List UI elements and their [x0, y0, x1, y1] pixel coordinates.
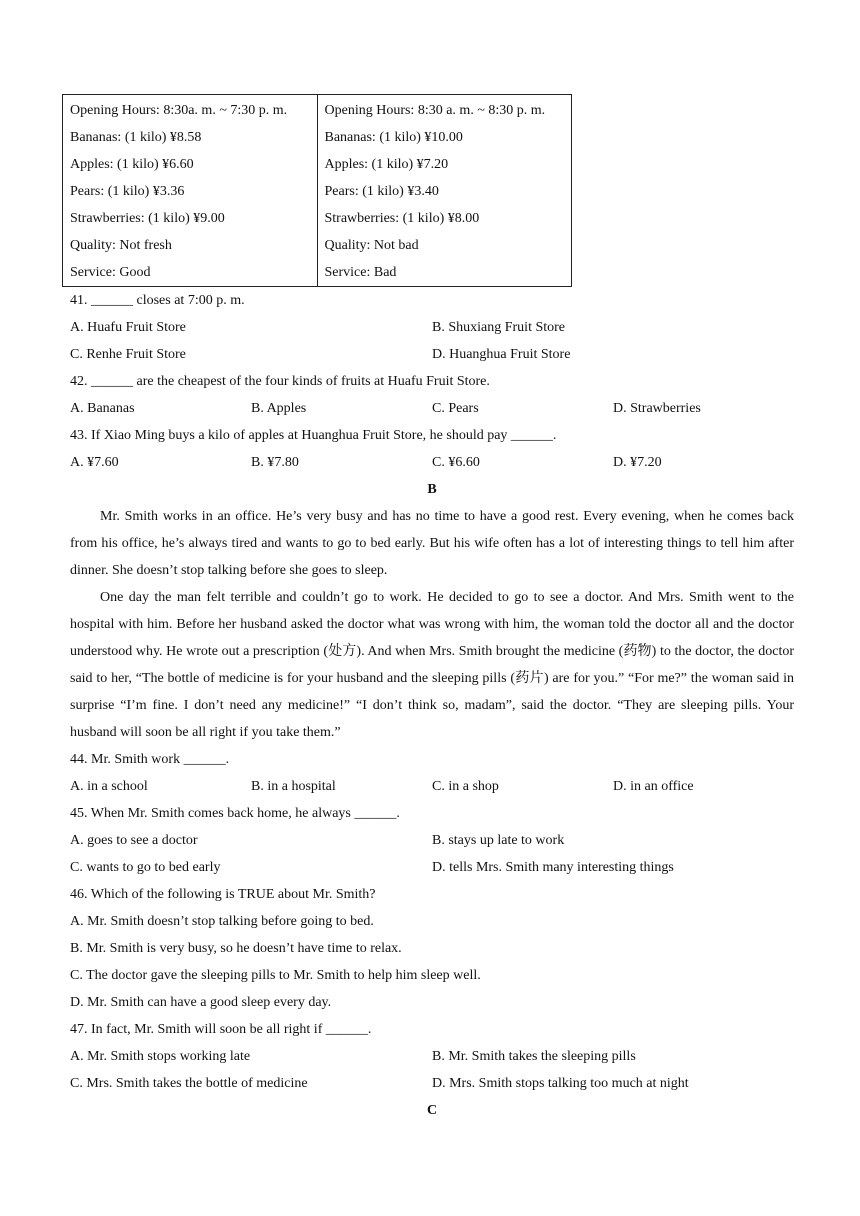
question-46-stem: 46. Which of the following is TRUE about Mr. Smith? [70, 887, 376, 902]
store-left-bananas: Bananas: (1 kilo) ¥8.58 [70, 130, 202, 145]
exam-page [70, 94, 794, 1124]
question-43-option-c: C. ¥6.60 [432, 455, 480, 470]
question-44-option-b: B. in a hospital [251, 779, 336, 794]
question-47-option-c: C. Mrs. Smith takes the bottle of medicine [70, 1076, 308, 1091]
question-44-options [70, 773, 794, 800]
question-42-option-d: D. Strawberries [613, 401, 701, 416]
passage-b-paragraph-2: One day the man felt terrible and couldn’t go to work. He decided to go to see a doctor. And Mrs. Smith went to the hospital with him. Before her husband asked the doctor what was wrong with him, the woman told the doctor all and the doctor understood why. He wrote out a prescription (处方). And when Mrs. Smith brought the medicine (药物) to the doctor, the doctor said to her, “The bottle of medicine is for your husband and the sleeping pills (药片) are for you.” “For me?” the woman said in surprise “I’m fine. I don’t need any medicine!” “I don’t think so, madam”, said the doctor. “They are sleeping pills. Your husband will soon be all right if you take them.” [70, 590, 794, 740]
store-right-pears: Pears: (1 kilo) ¥3.40 [324, 184, 439, 199]
question-41-stem: 41. ______ closes at 7:00 p. m. [70, 293, 245, 308]
question-45-option-b: B. stays up late to work [432, 833, 565, 848]
question-43-option-b: B. ¥7.80 [251, 455, 299, 470]
question-41-option-d: D. Huanghua Fruit Store [432, 347, 571, 362]
store-left-quality: Quality: Not fresh [70, 238, 172, 253]
question-47-stem: 47. In fact, Mr. Smith will soon be all right if ______. [70, 1022, 372, 1037]
question-45-options-row2 [70, 854, 794, 881]
question-43-option-a: A. ¥7.60 [70, 455, 119, 470]
question-41-option-b: B. Shuxiang Fruit Store [432, 320, 566, 335]
question-43-stem: 43. If Xiao Ming buys a kilo of apples at Huanghua Fruit Store, he should pay ______. [70, 428, 557, 443]
question-47-option-b: B. Mr. Smith takes the sleeping pills [432, 1049, 636, 1064]
question-42-option-b: B. Apples [251, 401, 307, 416]
store-right-strawberries: Strawberries: (1 kilo) ¥8.00 [324, 211, 480, 226]
question-41-option-a: A. Huafu Fruit Store [70, 320, 186, 335]
section-b-title: B [427, 482, 437, 497]
question-42-stem: 42. ______ are the cheapest of the four kinds of fruits at Huafu Fruit Store. [70, 374, 490, 389]
question-47-options-row2 [70, 1070, 794, 1097]
question-44-option-d: D. in an office [613, 779, 694, 794]
store-right-cell [317, 95, 572, 287]
store-right-apples: Apples: (1 kilo) ¥7.20 [324, 157, 449, 172]
question-42-option-a: A. Bananas [70, 401, 135, 416]
store-right-quality: Quality: Not bad [324, 238, 419, 253]
section-c-title: C [426, 1103, 438, 1118]
question-43-option-d: D. ¥7.20 [613, 455, 662, 470]
question-43-options [70, 449, 794, 476]
store-left-service: Service: Good [70, 265, 151, 280]
question-45-options-row1 [70, 827, 794, 854]
store-left-hours: Opening Hours: 8:30a. m. ~ 7:30 p. m. [70, 103, 288, 118]
question-44-option-c: C. in a shop [432, 779, 499, 794]
question-46-option-b: B. Mr. Smith is very busy, so he doesn’t have time to relax. [70, 941, 402, 956]
question-41-options-row1 [70, 314, 794, 341]
question-44-stem: 44. Mr. Smith work ______. [70, 752, 230, 767]
passage-b-paragraph-1: Mr. Smith works in an office. He’s very busy and has no time to have a good rest. Every evening, when he comes back from his office, he’s always tired and wants to go to bed early. But his wife often has a lot of interesting things to tell him after dinner. She doesn’t stop talking before she goes to sleep. [70, 509, 794, 578]
store-left-apples: Apples: (1 kilo) ¥6.60 [70, 157, 194, 172]
question-47-option-a: A. Mr. Smith stops working late [70, 1049, 251, 1064]
question-41-options-row2 [70, 341, 794, 368]
store-right-service: Service: Bad [324, 265, 397, 280]
question-41-option-c: C. Renhe Fruit Store [70, 347, 186, 362]
question-45-stem: 45. When Mr. Smith comes back home, he always ______. [70, 806, 400, 821]
store-right-hours: Opening Hours: 8:30 a. m. ~ 8:30 p. m. [324, 103, 546, 118]
question-45-option-a: A. goes to see a doctor [70, 833, 198, 848]
store-left-strawberries: Strawberries: (1 kilo) ¥9.00 [70, 211, 225, 226]
question-42-options [70, 395, 794, 422]
question-47-option-d: D. Mrs. Smith stops talking too much at night [432, 1076, 689, 1091]
fruit-store-table [62, 94, 572, 287]
question-44-option-a: A. in a school [70, 779, 148, 794]
question-46-option-d: D. Mr. Smith can have a good sleep every day. [70, 995, 332, 1010]
question-47-options-row1 [70, 1043, 794, 1070]
store-left-cell [63, 95, 318, 287]
question-42-option-c: C. Pears [432, 401, 479, 416]
question-46-option-c: C. The doctor gave the sleeping pills to Mr. Smith to help him sleep well. [70, 968, 481, 983]
store-right-bananas: Bananas: (1 kilo) ¥10.00 [324, 130, 463, 145]
store-left-pears: Pears: (1 kilo) ¥3.36 [70, 184, 185, 199]
question-45-option-d: D. tells Mrs. Smith many interesting things [432, 860, 674, 875]
question-45-option-c: C. wants to go to bed early [70, 860, 221, 875]
question-46-option-a: A. Mr. Smith doesn’t stop talking before going to bed. [70, 914, 374, 929]
